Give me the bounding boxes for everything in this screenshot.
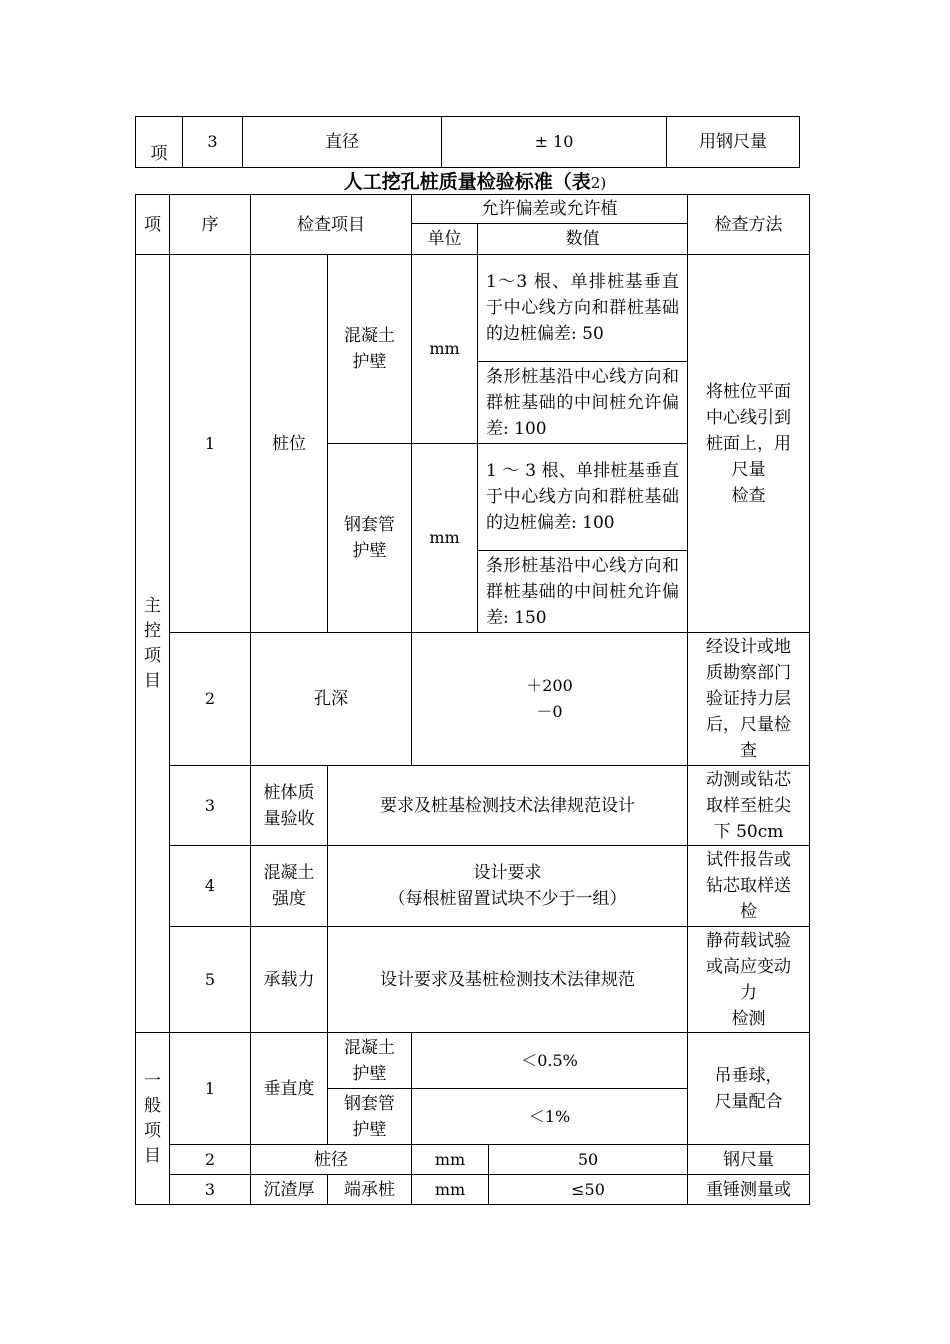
mc-r1-name: 桩位 bbox=[251, 255, 328, 633]
gen-r2-name: 桩径 bbox=[251, 1145, 412, 1175]
mc-r1-sub2: 钢套管 护壁 bbox=[328, 444, 412, 633]
mc-r4-seq: 4 bbox=[170, 846, 251, 927]
mc-r5-method: 静荷载试验 或高应变动 力 检测 bbox=[688, 927, 810, 1033]
mc-r5-name: 承载力 bbox=[251, 927, 328, 1033]
pile-quality-table bbox=[135, 194, 810, 1205]
mc-r3-seq: 3 bbox=[170, 766, 251, 846]
header-item: 项 bbox=[136, 195, 170, 255]
table-title-main: 人工挖孔桩质量检验标准（表 bbox=[343, 171, 591, 193]
gen-r2-seq: 2 bbox=[170, 1145, 251, 1175]
mc-r4-name: 混凝土 强度 bbox=[251, 846, 328, 927]
gen-r1-sub2-value: ＜1% bbox=[412, 1089, 688, 1145]
top-name-cell: 直径 bbox=[243, 117, 442, 168]
top-item-cell: 项 bbox=[136, 117, 183, 168]
table-title-suffix: 2) bbox=[590, 174, 607, 192]
gen-r3-value: ≤50 bbox=[489, 1175, 688, 1205]
mc-r3-value: 要求及桩基检测技术法律规范设计 bbox=[328, 766, 688, 846]
gen-r2-method: 钢尺量 bbox=[688, 1145, 810, 1175]
mc-r1-sub1-unit: mm bbox=[412, 255, 478, 444]
gen-r1-sub2: 钢套管 护壁 bbox=[328, 1089, 412, 1145]
mc-r1-sub1-value2: 条形桩基沿中心线方向和群桩基础的中间桩允许偏差: 100 bbox=[478, 362, 688, 444]
mc-r2-seq: 2 bbox=[170, 633, 251, 766]
previous-table-fragment bbox=[135, 116, 800, 168]
gen-r1-seq: 1 bbox=[170, 1033, 251, 1145]
top-seq-cell: 3 bbox=[183, 117, 243, 168]
gen-r3-name: 沉渣厚 bbox=[251, 1175, 328, 1205]
header-tolerance: 允许偏差或允许植 bbox=[412, 195, 688, 224]
gen-r3-unit: mm bbox=[412, 1175, 489, 1205]
general-label: 一般项目 bbox=[136, 1033, 170, 1205]
header-seq: 序 bbox=[170, 195, 251, 255]
mc-r2-value: ＋200 －0 bbox=[412, 633, 688, 766]
mc-r1-sub2-unit: mm bbox=[412, 444, 478, 633]
gen-r1-name: 垂直度 bbox=[251, 1033, 328, 1145]
gen-r2-value: 50 bbox=[489, 1145, 688, 1175]
gen-r1-method: 吊垂球， 尺量配合 bbox=[688, 1033, 810, 1145]
mc-r1-sub2-value1: 1 ～ 3 根、单排桩基垂直于中心线方向和群桩基础的边桩偏差: 100 bbox=[478, 444, 688, 551]
mc-r1-sub2-value2: 条形桩基沿中心线方向和群桩基础的中间桩允许偏差: 150 bbox=[478, 551, 688, 633]
header-value: 数值 bbox=[478, 224, 688, 255]
mc-r3-name: 桩体质 量验收 bbox=[251, 766, 328, 846]
header-method: 检查方法 bbox=[688, 195, 810, 255]
gen-r1-sub1: 混凝土 护壁 bbox=[328, 1033, 412, 1089]
gen-r1-sub1-value: ＜0.5% bbox=[412, 1033, 688, 1089]
mc-r4-value: 设计要求 （每根桩留置试块不少于一组） bbox=[328, 846, 688, 927]
mc-r1-seq: 1 bbox=[170, 255, 251, 633]
gen-r3-method: 重锤测量或 bbox=[688, 1175, 810, 1205]
top-tolerance-cell: ± 10 bbox=[442, 117, 667, 168]
mc-r5-value: 设计要求及基桩检测技术法律规范 bbox=[328, 927, 688, 1033]
gen-r3-seq: 3 bbox=[170, 1175, 251, 1205]
mc-r5-seq: 5 bbox=[170, 927, 251, 1033]
mc-r2-name: 孔深 bbox=[251, 633, 412, 766]
mc-r1-sub1: 混凝土 护壁 bbox=[328, 255, 412, 444]
main-control-label: 主控项目 bbox=[136, 255, 170, 1033]
header-check-item: 检查项目 bbox=[251, 195, 412, 255]
mc-r2-method: 经设计或地 质勘察部门 验证持力层 后，尺量检 查 bbox=[688, 633, 810, 766]
gen-r2-unit: mm bbox=[412, 1145, 489, 1175]
mc-r3-method: 动测或钻芯 取样至桩尖 下 50cm bbox=[688, 766, 810, 846]
table-title bbox=[0, 168, 950, 196]
top-method-cell: 用钢尺量 bbox=[667, 117, 800, 168]
mc-r4-method: 试件报告或 钻芯取样送 检 bbox=[688, 846, 810, 927]
mc-r1-sub1-value1: 1～3 根、单排桩基垂直于中心线方向和群桩基础的边桩偏差: 50 bbox=[478, 255, 688, 362]
gen-r3-sub: 端承桩 bbox=[328, 1175, 412, 1205]
mc-r1-method: 将桩位平面 中心线引到 桩面上，用 尺量 检查 bbox=[688, 255, 810, 633]
header-unit: 单位 bbox=[412, 224, 478, 255]
